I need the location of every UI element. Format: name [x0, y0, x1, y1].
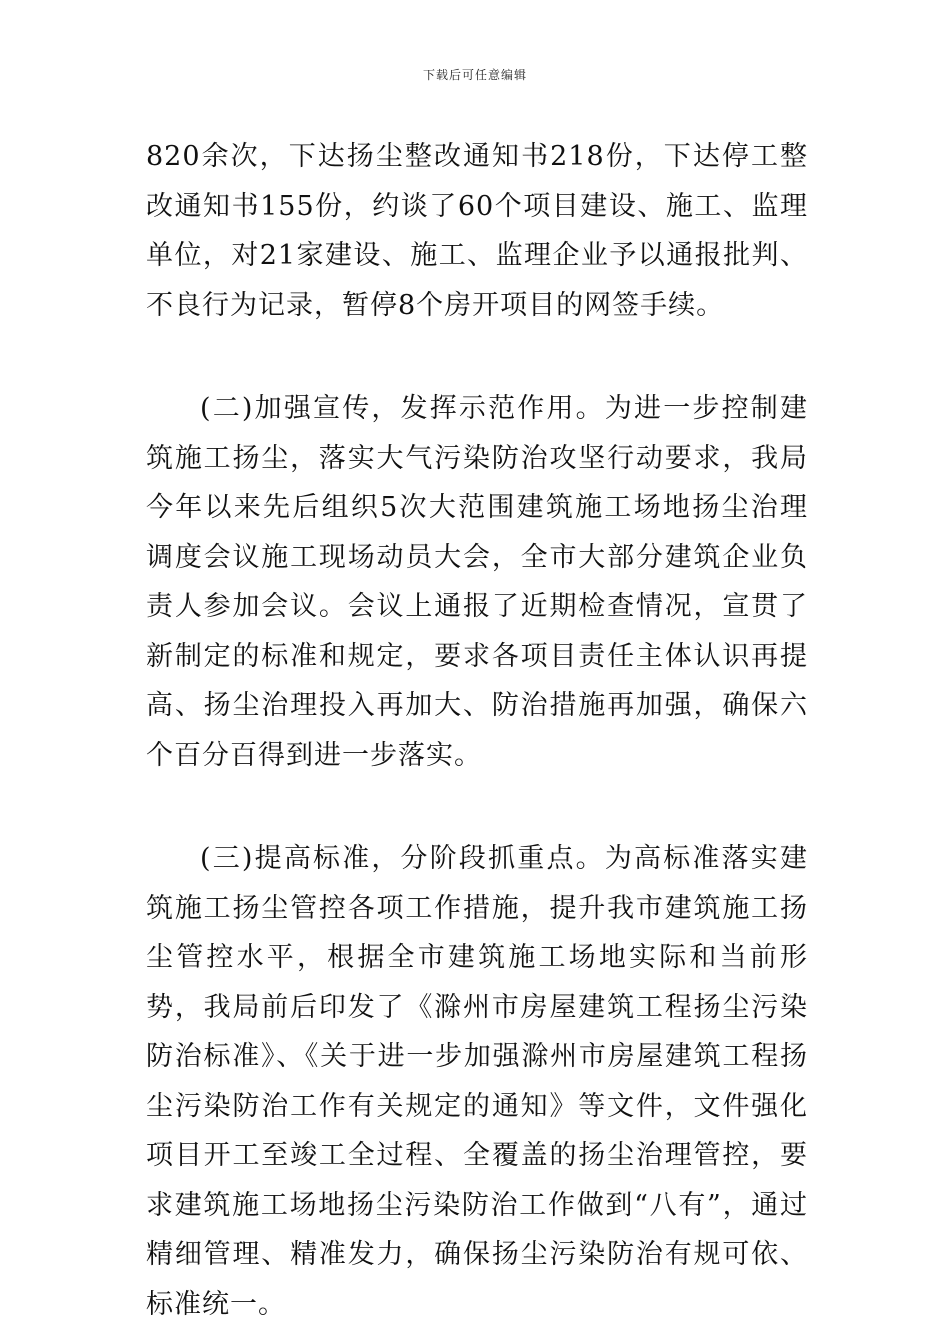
paragraph-standards: (三)提高标准，分阶段抓重点。为高标准落实建筑施工扬尘管控各项工作措施，提升我市建筑施工扬尘管控水平，根据全市建筑施工场地实际和当前形势，我局前后印发了《滁州市房屋建筑工程扬尘污染防治标准》、《关于进一步加强滁州市房屋建筑工程扬尘污染防治工作有关规定的通知》等文件，文件强化项目开工至竣工全过程、全覆盖的扬尘治理管控，要求建筑施工场地扬尘污染防治工作做到“八有”，通过精细管理、精准发力，确保扬尘污染防治有规可依、标准统一。	[146, 843, 808, 1320]
paragraph-publicity: (二)加强宣传，发挥示范作用。为进一步控制建筑施工扬尘，落实大气污染防治攻坚行动要求，我局今年以来先后组织5次大范围建筑施工场地扬尘治理调度会议施工现场动员大会，全市大部分建筑企业负责人参加会议。会议上通报了近期检查情况，宣贯了新制定的标准和规定，要求各项目责任主体认识再提高、扬尘治理投入再加大、防治措施再加强，确保六个百分百得到进一步落实。	[146, 393, 808, 771]
document-body	[146, 132, 808, 1329]
paragraph-continuation: 820余次，下达扬尘整改通知书218份，下达停工整改通知书155份，约谈了60个项目建设、施工、监理单位，对21家建设、施工、监理企业予以通报批判、不良行为记录，暂停8个房开项目的网签手续。	[146, 141, 808, 321]
header-note: 下载后可任意编辑	[422, 68, 527, 82]
